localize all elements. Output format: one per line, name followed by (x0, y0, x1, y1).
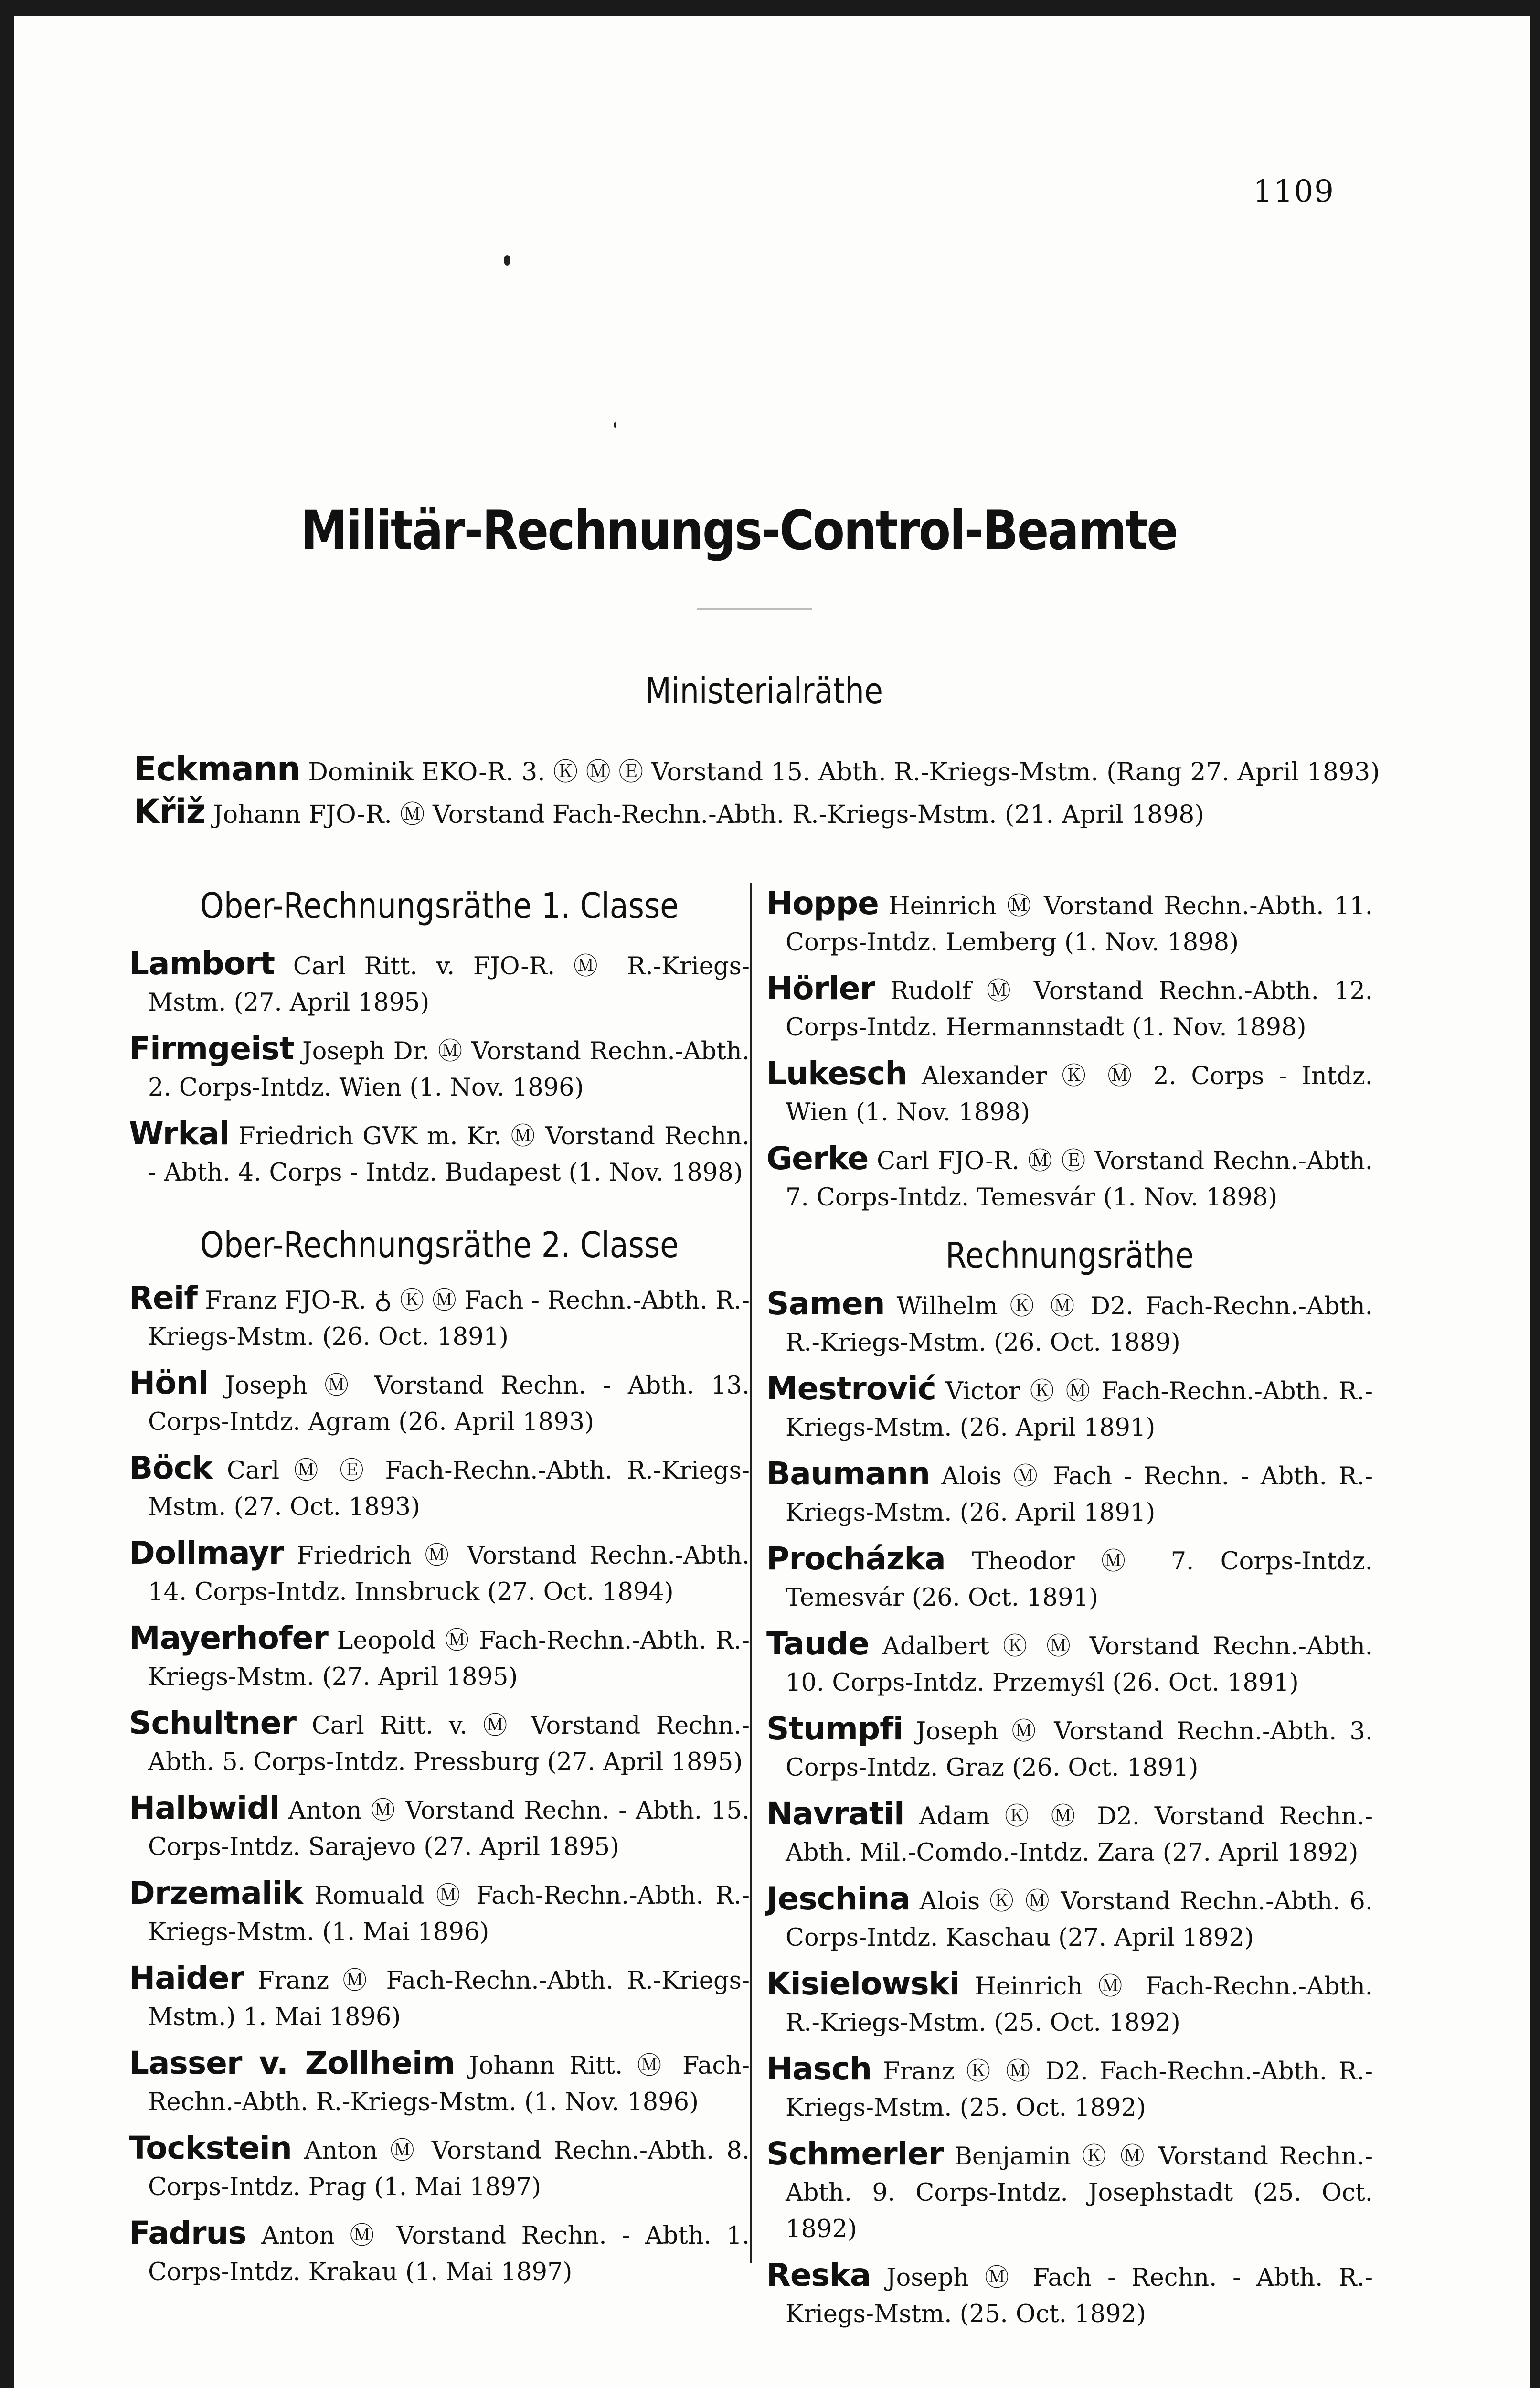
entry-name: Mestrović (766, 1370, 936, 1407)
entry-schultner (129, 1705, 750, 1780)
entry-prochazka (766, 1541, 1373, 1616)
entry-name: Gerke (766, 1140, 869, 1177)
entry-name: Drzemalik (129, 1875, 303, 1911)
entry-drzemalik (129, 1875, 750, 1951)
entry-detail: Johann Ritt. Ⓜ Fach-Rechn.-Abth. R.-Kriegs-Mstm. (1. Nov. 1896) (148, 2052, 750, 2116)
entry-detail: Anton Ⓜ Vorstand Rechn. - Abth. 1. Corps-Intdz. Krakau (1. Mai 1897) (148, 2222, 750, 2286)
entry-name: Schultner (129, 1705, 297, 1741)
entry-kriz (134, 792, 1456, 834)
entry-detail: Wilhelm Ⓚ Ⓜ D2. Fach-Rechn.-Abth. R.-Kriegs-Mstm. (26. Oct. 1889) (786, 1292, 1373, 1357)
entry-mestrovic (766, 1371, 1373, 1446)
entry-name: Halbwidl (129, 1790, 280, 1826)
entry-detail: Benjamin Ⓚ Ⓜ Vorstand Rechn.-Abth. 9. Corps-Intdz. Josephstadt (25. Oct. 1892) (786, 2143, 1373, 2243)
entry-detail: Heinrich Ⓜ Vorstand Rechn.-Abth. 11. Corps-Intdz. Lemberg (1. Nov. 1898) (786, 892, 1373, 957)
entry-name: Stumpfi (766, 1710, 903, 1747)
entry-name: Baumann (766, 1455, 930, 1492)
entry-detail: Anton Ⓜ Vorstand Rechn. - Abth. 15. Corps-Intdz. Sarajevo (27. April 1895) (148, 1797, 750, 1861)
entry-name: Mayerhofer (129, 1620, 328, 1656)
entry-detail: Joseph Dr. Ⓜ Vorstand Rechn.-Abth. 2. Corps-Intdz. Wien (1. Nov. 1896) (148, 1037, 750, 1102)
entry-dollmayr (129, 1535, 750, 1610)
entry-name: Eckmann (134, 749, 300, 789)
section-heading-ministerial: Ministerialräthe (645, 671, 883, 712)
left-column (129, 885, 750, 2300)
entry-name: Schmerler (766, 2135, 944, 2172)
entry-name: Hasch (766, 2050, 872, 2087)
section-heading-ober2: Ober-Rechnungsräthe 2. Classe (200, 1225, 679, 1266)
entry-name: Haider (129, 1960, 244, 1996)
page-number: 1109 (1253, 174, 1335, 209)
ink-speck (614, 422, 616, 428)
entry-name: Taude (766, 1625, 870, 1662)
entry-detail: Anton Ⓜ Vorstand Rechn.-Abth. 8. Corps-Intdz. Prag (1. Mai 1897) (148, 2137, 750, 2201)
entry-kisielowski (766, 1966, 1373, 2041)
entry-name: Hönl (129, 1365, 209, 1401)
entry-detail: Dominik EKO-R. 3. Ⓚ Ⓜ Ⓔ Vorstand 15. Abth. R.-Kriegs-Mstm. (Rang 27. April 1893) (308, 758, 1380, 787)
entry-gerke (766, 1141, 1373, 1216)
entry-name: Reif (129, 1279, 197, 1316)
entry-eckmann (134, 749, 1456, 792)
entry-detail: Alois Ⓜ Fach - Rechn. - Abth. R.-Kriegs-Mstm. (26. April 1891) (786, 1462, 1373, 1527)
entry-detail: Joseph Ⓜ Vorstand Rechn.-Abth. 3. Corps-Intdz. Graz (26. Oct. 1891) (786, 1717, 1373, 1782)
entry-name: Böck (129, 1450, 212, 1486)
section-heading-ober1: Ober-Rechnungsräthe 1. Classe (200, 885, 679, 927)
entry-detail: Joseph Ⓜ Vorstand Rechn. - Abth. 13. Corps-Intdz. Agram (26. April 1893) (148, 1372, 750, 1436)
entry-detail: Theodor Ⓜ 7. Corps-Intdz. Temesvár (26. Oct. 1891) (786, 1547, 1373, 1612)
entry-samen (766, 1286, 1373, 1361)
entry-fadrus (129, 2215, 750, 2291)
entry-detail: Alexander Ⓚ Ⓜ 2. Corps - Intdz. Wien (1. Nov. 1898) (786, 1062, 1373, 1127)
entry-detail: Franz Ⓚ Ⓜ D2. Fach-Rechn.-Abth. R.-Kriegs-Mstm. (25. Oct. 1892) (786, 2058, 1373, 2122)
entry-bock (129, 1450, 750, 1525)
entry-name: Hoppe (766, 885, 879, 922)
entry-detail: Friedrich Ⓜ Vorstand Rechn.-Abth. 14. Corps-Intdz. Innsbruck (27. Oct. 1894) (148, 1542, 750, 1606)
entry-detail: Leopold Ⓜ Fach-Rechn.-Abth. R.-Kriegs-Mstm. (27. April 1895) (148, 1627, 750, 1691)
entry-detail: Carl Ritt. v. Ⓜ Vorstand Rechn.-Abth. 5. Corps-Intdz. Pressburg (27. April 1895) (148, 1712, 750, 1776)
ministerial-list (134, 749, 1456, 834)
entry-name: Hörler (766, 970, 875, 1007)
entry-wrkal (129, 1116, 750, 1191)
entry-detail: Adam Ⓚ Ⓜ D2. Vorstand Rechn.-Abth. Mil.-Comdo.-Intdz. Zara (27. April 1892) (786, 1802, 1373, 1867)
entry-lambort (129, 946, 750, 1021)
entry-lukesch (766, 1055, 1373, 1131)
entry-detail: Carl Ritt. v. FJO-R. Ⓜ R.-Kriegs-Mstm. (27. April 1895) (148, 952, 750, 1017)
column-divider (750, 883, 752, 2263)
ink-speck (504, 255, 510, 266)
entry-name: Fadrus (129, 2215, 246, 2251)
entry-reif (129, 1280, 750, 1355)
entry-hoppe (766, 885, 1373, 961)
entry-haider (129, 1960, 750, 2036)
entry-horler (766, 970, 1373, 1046)
entry-lasser (129, 2045, 750, 2121)
entry-hasch (766, 2051, 1373, 2126)
entry-name: Lasser v. Zollheim (129, 2045, 455, 2081)
entry-detail: Carl FJO-R. Ⓜ Ⓔ Vorstand Rechn.-Abth. 7. Corps-Intdz. Temesvár (1. Nov. 1898) (786, 1147, 1373, 1212)
entry-name: Dollmayr (129, 1535, 284, 1571)
entry-name: Lambort (129, 945, 275, 982)
entry-reska (766, 2257, 1373, 2333)
page-title: Militär-Rechnungs-Control-Beamte (300, 499, 1178, 562)
entry-baumann (766, 1456, 1373, 1531)
entry-honl (129, 1365, 750, 1440)
entry-name: Wrkal (129, 1115, 230, 1152)
entry-taude (766, 1626, 1373, 1701)
entry-detail: Carl Ⓜ Ⓔ Fach-Rechn.-Abth. R.-Kriegs-Mstm. (27. Oct. 1893) (148, 1457, 750, 1521)
entry-firmgeist (129, 1031, 750, 1106)
entry-name: Firmgeist (129, 1030, 294, 1067)
entry-detail: Heinrich Ⓜ Fach-Rechn.-Abth. R.-Kriegs-Mstm. (25. Oct. 1892) (786, 1972, 1373, 2037)
entry-halbwidl (129, 1790, 750, 1866)
title-divider (697, 608, 812, 610)
entry-name: Procházka (766, 1540, 945, 1577)
entry-name: Samen (766, 1285, 885, 1322)
entry-mayerhofer (129, 1620, 750, 1695)
entry-detail: Franz Ⓜ Fach-Rechn.-Abth. R.-Kriegs-Mstm.) 1. Mai 1896) (148, 1967, 750, 2031)
entry-detail: Rudolf Ⓜ Vorstand Rechn.-Abth. 12. Corps-Intdz. Hermannstadt (1. Nov. 1898) (786, 977, 1373, 1042)
entry-detail: Adalbert Ⓚ Ⓜ Vorstand Rechn.-Abth. 10. Corps-Intdz. Przemyśl (26. Oct. 1891) (786, 1632, 1373, 1697)
entry-name: Křiž (134, 792, 205, 831)
page (14, 16, 1530, 2388)
entry-name: Navratil (766, 1795, 904, 1832)
entry-stumpfi (766, 1711, 1373, 1786)
entry-name: Lukesch (766, 1055, 907, 1092)
entry-detail: Joseph Ⓜ Fach - Rechn. - Abth. R.-Kriegs-Mstm. (25. Oct. 1892) (786, 2264, 1373, 2328)
entry-name: Jeschina (766, 1880, 910, 1917)
entry-name: Reska (766, 2257, 871, 2293)
entry-name: Kisielowski (766, 1965, 960, 2002)
entry-detail: Friedrich GVK m. Kr. Ⓜ Vorstand Rechn. - Abth. 4. Corps - Intdz. Budapest (1. Nov. 1898) (148, 1122, 750, 1187)
entry-detail: Alois Ⓚ Ⓜ Vorstand Rechn.-Abth. 6. Corps-Intdz. Kaschau (27. April 1892) (786, 1887, 1373, 1952)
entry-tockstein (129, 2130, 750, 2206)
entry-detail: Franz FJO-R. ♁ Ⓚ Ⓜ Fach - Rechn.-Abth. R.-Kriegs-Mstm. (26. Oct. 1891) (148, 1287, 750, 1351)
entry-name: Tockstein (129, 2130, 292, 2166)
section-heading-rechnungsrathe: Rechnungsräthe (945, 1235, 1194, 1276)
entry-jeschina (766, 1881, 1373, 1956)
entry-navratil (766, 1796, 1373, 1871)
entry-schmerler (766, 2136, 1373, 2248)
right-column (766, 885, 1373, 2342)
entry-detail: Romuald Ⓜ Fach-Rechn.-Abth. R.-Kriegs-Mstm. (1. Mai 1896) (148, 1882, 750, 1946)
entry-detail: Victor Ⓚ Ⓜ Fach-Rechn.-Abth. R.-Kriegs-Mstm. (26. April 1891) (786, 1377, 1373, 1442)
entry-detail: Johann FJO-R. Ⓜ Vorstand Fach-Rechn.-Abth. R.-Kriegs-Mstm. (21. April 1898) (213, 800, 1204, 829)
